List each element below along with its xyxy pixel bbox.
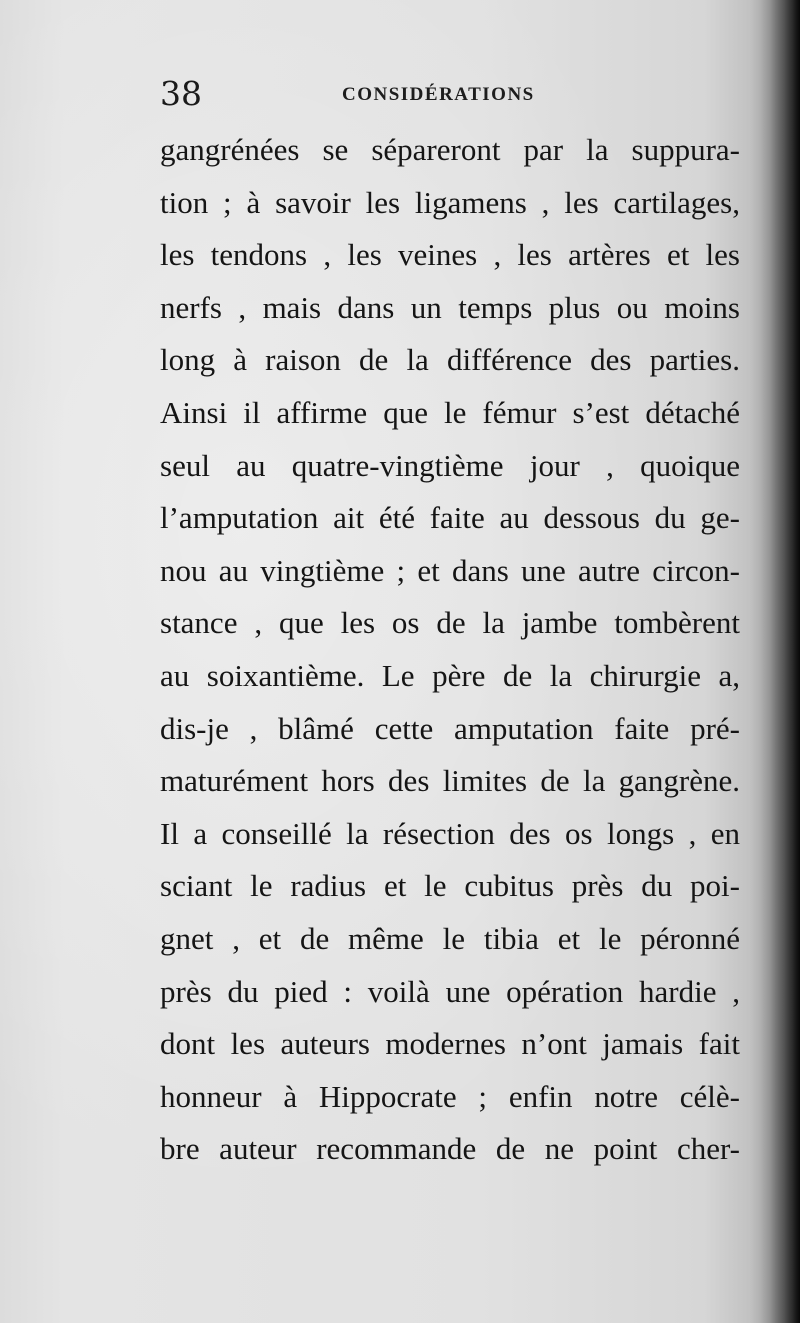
- text-line: tion ; à savoir les ligamens , les cartilages,: [160, 184, 740, 220]
- text-line: nerfs , mais dans un temps plus ou moins: [160, 289, 740, 325]
- text-line: gnet , et de même le tibia et le péronné: [160, 920, 740, 956]
- page-header: [160, 72, 740, 116]
- text-line: sciant le radius et le cubitus près du poi-: [160, 868, 740, 904]
- text-line: dont les auteurs modernes n’ont jamais fait: [160, 1026, 740, 1062]
- text-line: bre auteur recommande de ne point cher-: [160, 1131, 740, 1167]
- text-line: Il a conseillé la résection des os longs , en: [160, 815, 740, 851]
- body-text: [160, 124, 740, 1176]
- text-line: au soixantième. Le père de la chirurgie a,: [160, 657, 740, 693]
- text-line: dis-je , blâmé cette amputation faite pré-: [160, 710, 740, 746]
- text-line: honneur à Hippocrate ; enfin notre célè-: [160, 1078, 740, 1114]
- text-line: près du pied : voilà une opération hardie ,: [160, 973, 740, 1009]
- text-line: nou au vingtième ; et dans une autre circon-: [160, 552, 740, 588]
- text-line: seul au quatre-vingtième jour , quoique: [160, 447, 740, 483]
- page-number: 38: [160, 74, 202, 113]
- text-line: l’amputation ait été faite au dessous du ge-: [160, 500, 740, 536]
- text-line: stance , que les os de la jambe tombèrent: [160, 605, 740, 641]
- running-head: CONSIDÉRATIONS: [342, 84, 535, 105]
- text-line: gangrénées se sépareront par la suppura-: [160, 132, 740, 167]
- page-edge-shadow: [750, 0, 800, 1323]
- text-line: maturément hors des limites de la gangrène.: [160, 763, 740, 799]
- text-line: les tendons , les veines , les artères et les: [160, 237, 740, 273]
- text-line: long à raison de la différence des parties.: [160, 342, 740, 378]
- text-line: Ainsi il affirme que le fémur s’est détaché: [160, 394, 740, 430]
